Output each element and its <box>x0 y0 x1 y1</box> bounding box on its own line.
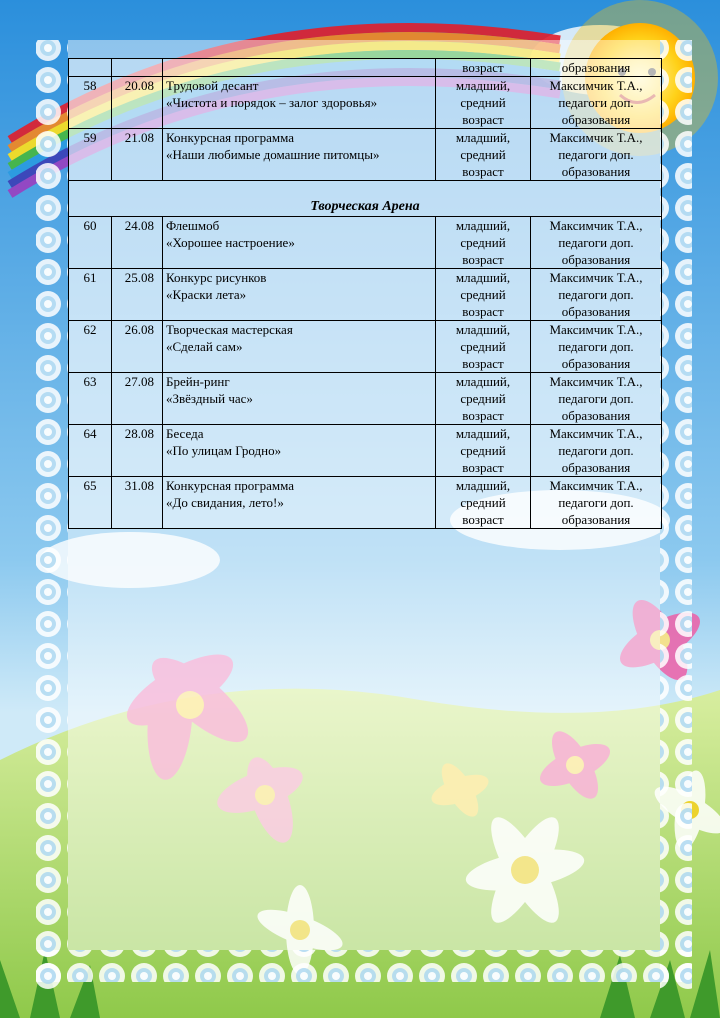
event-name: «Наши любимые домашние питомцы» <box>166 147 380 162</box>
age-line: младший, <box>455 218 511 233</box>
cell-num: 63 <box>69 373 112 425</box>
responsible-line: Максимчик Т.А., <box>549 322 643 337</box>
age-line: возраст <box>462 164 504 179</box>
cell-responsible <box>531 321 662 373</box>
responsible-line: образования <box>561 252 631 267</box>
cell-event <box>163 373 436 425</box>
cell-event <box>163 425 436 477</box>
cell-responsible: образования <box>531 59 662 77</box>
event-type: Творческая мастерская <box>166 322 293 337</box>
event-type: Конкурсная программа <box>166 478 295 493</box>
responsible-line: образования <box>561 112 631 127</box>
cell-age <box>436 477 531 529</box>
age-line: средний <box>460 147 506 162</box>
responsible-line: Максимчик Т.А., <box>549 78 643 93</box>
event-name: «По улицам Гродно» <box>166 443 282 458</box>
event-type: Конкурс рисунков <box>166 270 267 285</box>
age-line: средний <box>460 235 506 250</box>
cell-event <box>163 129 436 181</box>
cell-age <box>436 321 531 373</box>
cell-responsible <box>531 77 662 129</box>
section-title: Творческая Арена <box>69 181 662 217</box>
table-row <box>69 269 662 321</box>
event-type: Конкурсная программа <box>166 130 295 145</box>
responsible-line: образования <box>561 460 631 475</box>
cell-num: 65 <box>69 477 112 529</box>
cell-event <box>163 477 436 529</box>
event-type: Трудовой десант <box>166 78 259 93</box>
table-row <box>69 373 662 425</box>
cell-date: 21.08 <box>112 129 163 181</box>
age-line: младший, <box>455 374 511 389</box>
schedule-table <box>68 58 662 529</box>
cell-num: 64 <box>69 425 112 477</box>
age-line: средний <box>460 339 506 354</box>
cell-age <box>436 269 531 321</box>
cell-date: 28.08 <box>112 425 163 477</box>
cell-age: возраст <box>436 59 531 77</box>
age-line: средний <box>460 287 506 302</box>
cell-date: 24.08 <box>112 217 163 269</box>
responsible-line: педагоги доп. <box>558 287 634 302</box>
age-line: возраст <box>462 304 504 319</box>
table-row <box>69 477 662 529</box>
event-name: «До свидания, лето!» <box>166 495 284 510</box>
age-line: младший, <box>455 130 511 145</box>
age-line: младший, <box>455 426 511 441</box>
cell-date: 26.08 <box>112 321 163 373</box>
table-row-continued <box>69 59 662 77</box>
cell-responsible <box>531 425 662 477</box>
cell-num: 61 <box>69 269 112 321</box>
age-line: возраст <box>462 460 504 475</box>
responsible-line: образования <box>561 408 631 423</box>
responsible-line: Максимчик Т.А., <box>549 374 643 389</box>
event-name: «Чистота и порядок – залог здоровья» <box>166 95 378 110</box>
cell-responsible <box>531 217 662 269</box>
responsible-line: педагоги доп. <box>558 147 634 162</box>
table-row <box>69 425 662 477</box>
cell-event <box>163 269 436 321</box>
cell-responsible <box>531 373 662 425</box>
cell-date: 25.08 <box>112 269 163 321</box>
cell-event <box>163 217 436 269</box>
age-line: возраст <box>462 356 504 371</box>
cell-num: 59 <box>69 129 112 181</box>
cell-age <box>436 77 531 129</box>
cell-responsible <box>531 477 662 529</box>
responsible-line: образования <box>561 512 631 527</box>
cell-age <box>436 425 531 477</box>
age-line: средний <box>460 495 506 510</box>
age-line: возраст <box>462 252 504 267</box>
responsible-line: педагоги доп. <box>558 391 634 406</box>
age-line: младший, <box>455 322 511 337</box>
responsible-line: Максимчик Т.А., <box>549 130 643 145</box>
cell-date: 20.08 <box>112 77 163 129</box>
event-type: Беседа <box>166 426 204 441</box>
responsible-line: Максимчик Т.А., <box>549 270 643 285</box>
event-name: «Звёздный час» <box>166 391 253 406</box>
cell-num: 62 <box>69 321 112 373</box>
table-row <box>69 217 662 269</box>
responsible-line: Максимчик Т.А., <box>549 478 643 493</box>
cell-responsible <box>531 269 662 321</box>
age-line: возраст <box>462 512 504 527</box>
responsible-line: Максимчик Т.А., <box>549 426 643 441</box>
cell-num: 58 <box>69 77 112 129</box>
cell-event <box>163 321 436 373</box>
responsible-line: педагоги доп. <box>558 235 634 250</box>
cell-age <box>436 129 531 181</box>
responsible-line: педагоги доп. <box>558 339 634 354</box>
age-line: средний <box>460 443 506 458</box>
event-type: Брейн-ринг <box>166 374 230 389</box>
responsible-line: педагоги доп. <box>558 95 634 110</box>
responsible-line: педагоги доп. <box>558 443 634 458</box>
age-line: младший, <box>455 478 511 493</box>
age-line: средний <box>460 95 506 110</box>
cell-num <box>69 59 112 77</box>
cell-event <box>163 77 436 129</box>
responsible-line: Максимчик Т.А., <box>549 218 643 233</box>
table-row <box>69 321 662 373</box>
event-name: «Хорошее настроение» <box>166 235 295 250</box>
schedule-table-container <box>68 58 661 529</box>
age-line: средний <box>460 391 506 406</box>
age-line: возраст <box>462 408 504 423</box>
cell-date: 27.08 <box>112 373 163 425</box>
table-row <box>69 77 662 129</box>
event-name: «Краски лета» <box>166 287 247 302</box>
cell-responsible <box>531 129 662 181</box>
cell-event <box>163 59 436 77</box>
table-row <box>69 129 662 181</box>
cell-date <box>112 59 163 77</box>
event-name: «Сделай сам» <box>166 339 243 354</box>
responsible-line: образования <box>561 356 631 371</box>
event-type: Флешмоб <box>166 218 220 233</box>
cell-date: 31.08 <box>112 477 163 529</box>
age-line: младший, <box>455 78 511 93</box>
cell-age <box>436 217 531 269</box>
responsible-line: образования <box>561 164 631 179</box>
age-line: младший, <box>455 270 511 285</box>
age-line: возраст <box>462 112 504 127</box>
cell-num: 60 <box>69 217 112 269</box>
responsible-line: образования <box>561 304 631 319</box>
responsible-line: педагоги доп. <box>558 495 634 510</box>
cell-age <box>436 373 531 425</box>
section-row <box>69 181 662 217</box>
